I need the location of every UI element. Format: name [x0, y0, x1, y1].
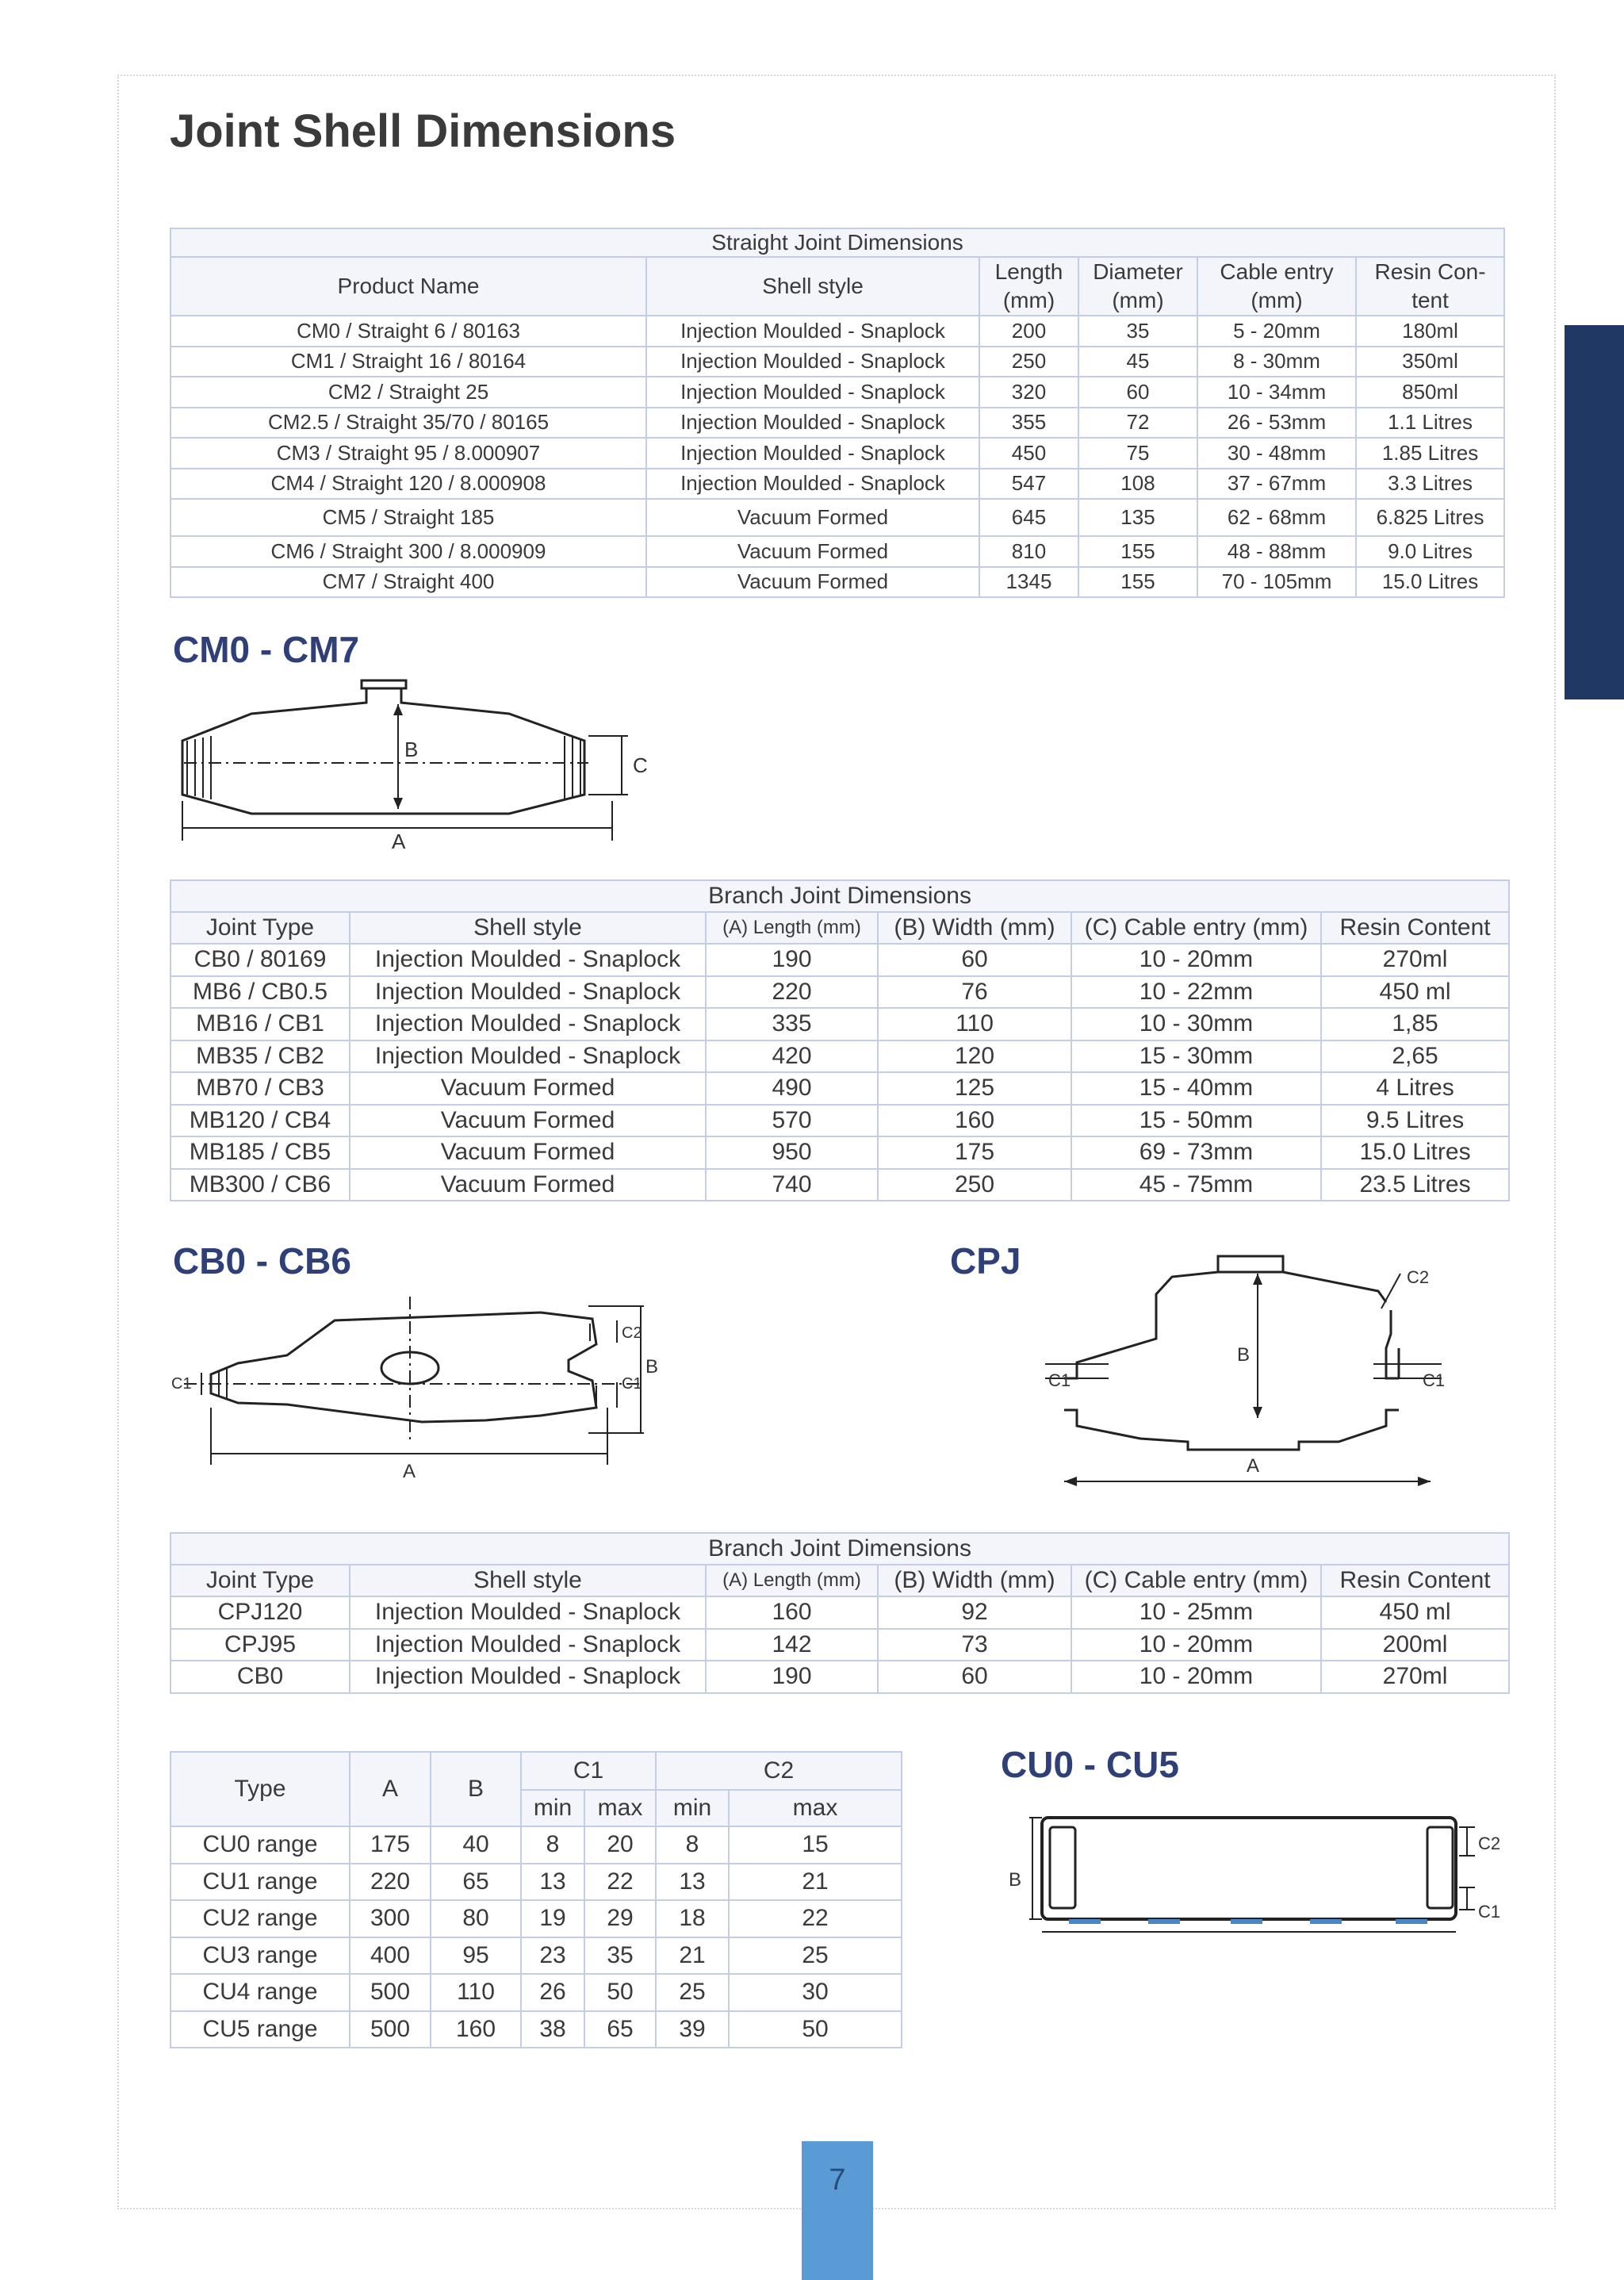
- table-cell: 23.5 Litres: [1321, 1169, 1509, 1201]
- table-cell: 120: [878, 1040, 1071, 1073]
- table-cell: CB0 / 80169: [170, 944, 350, 976]
- table-cell: 30 - 48mm: [1197, 438, 1356, 469]
- table-row: [170, 408, 1504, 439]
- table-cell: 8: [521, 1826, 584, 1864]
- table-cell: 95: [431, 1937, 521, 1975]
- label-a: A: [1247, 1455, 1260, 1477]
- table-cell: 200: [979, 316, 1078, 347]
- table-cell: 350ml: [1356, 347, 1504, 377]
- label-c2: C2: [1478, 1834, 1501, 1853]
- table-cell: 37 - 67mm: [1197, 469, 1356, 500]
- table-cell: MB185 / CB5: [170, 1136, 350, 1169]
- table-body: [170, 944, 1509, 1201]
- page-title: Joint Shell Dimensions: [170, 105, 676, 157]
- table-row: [170, 1974, 902, 2011]
- table-cell: 45: [1078, 347, 1197, 377]
- table-cell: 18: [656, 1900, 729, 1937]
- table-cell: MB300 / CB6: [170, 1169, 350, 1201]
- table-cell: Vacuum Formed: [646, 567, 979, 598]
- table-cell: CM7 / Straight 400: [170, 567, 646, 598]
- table-cell: 25: [729, 1937, 902, 1975]
- cu-joint-diagram: [1001, 1800, 1501, 1943]
- label-a: A: [403, 1461, 416, 1482]
- table-cell: 110: [431, 1974, 521, 2011]
- table-cell: CM4 / Straight 120 / 8.000908: [170, 469, 646, 500]
- table-cell: Injection Moulded - Snaplock: [350, 1596, 706, 1629]
- table-cell: Injection Moulded - Snaplock: [350, 944, 706, 976]
- cpj-heading: CPJ: [950, 1240, 1021, 1282]
- column-header: Length (mm): [979, 257, 1078, 316]
- table-cell: 270ml: [1321, 944, 1509, 976]
- table-cell: 10 - 22mm: [1071, 976, 1321, 1009]
- column-header: (B) Width (mm): [878, 912, 1071, 944]
- table-cell: Vacuum Formed: [646, 536, 979, 567]
- table-cell: Injection Moulded - Snaplock: [350, 976, 706, 1009]
- table-row: [170, 944, 1509, 976]
- table-cell: 190: [706, 944, 878, 976]
- table-cell: 30: [729, 1974, 902, 2011]
- table-cell: 142: [706, 1629, 878, 1661]
- table-row: [170, 499, 1504, 536]
- cm-shell-outline: [182, 688, 584, 814]
- table-body: [170, 316, 1504, 597]
- table-row: [170, 1105, 1509, 1137]
- table-cell: 15.0 Litres: [1321, 1136, 1509, 1169]
- table-cell: 160: [706, 1596, 878, 1629]
- column-header: Joint Type: [170, 912, 350, 944]
- table-cell: 250: [878, 1169, 1071, 1201]
- label-c1-right: C1: [622, 1375, 642, 1393]
- table-cell: CU3 range: [170, 1937, 350, 1975]
- cpj-shell-outline: [1064, 1272, 1399, 1450]
- label-b: B: [404, 738, 419, 761]
- table-row: [170, 1937, 902, 1975]
- table-row: [170, 377, 1504, 408]
- straight-joint-table: [170, 228, 1505, 598]
- table-cell: 73: [878, 1629, 1071, 1661]
- table-cell: 135: [1078, 499, 1197, 536]
- label-c2: C2: [1407, 1267, 1430, 1287]
- table-cell: 22: [584, 1864, 656, 1901]
- column-header: min: [656, 1790, 729, 1826]
- table-cell: 26: [521, 1974, 584, 2011]
- table-cell: Injection Moulded - Snaplock: [646, 469, 979, 500]
- column-header: (A) Length (mm): [706, 912, 878, 944]
- column-header: Cable entry (mm): [1197, 257, 1356, 316]
- table-cell: 45 - 75mm: [1071, 1169, 1321, 1201]
- table-cell: 5 - 20mm: [1197, 316, 1356, 347]
- table-cell: 850ml: [1356, 377, 1504, 408]
- column-header: max: [584, 1790, 656, 1826]
- table-cell: 92: [878, 1596, 1071, 1629]
- column-header: B: [431, 1752, 521, 1826]
- cpj-joint-table: [170, 1532, 1510, 1694]
- cu-heading: CU0 - CU5: [1001, 1744, 1179, 1785]
- label-c1-left: C1: [1048, 1370, 1071, 1390]
- table-cell: 220: [350, 1864, 431, 1901]
- label-c1-left: C1: [171, 1375, 192, 1393]
- table-row: [170, 1900, 902, 1937]
- table-cell: CPJ120: [170, 1596, 350, 1629]
- column-header: Resin Content: [1321, 912, 1509, 944]
- table-row: [170, 316, 1504, 347]
- label-c2: C2: [622, 1324, 642, 1342]
- column-header: C2: [656, 1752, 902, 1790]
- table-cell: 15 - 40mm: [1071, 1072, 1321, 1105]
- page-number: 7: [802, 2141, 873, 2280]
- table-cell: CB0: [170, 1661, 350, 1693]
- table-cell: 39: [656, 2011, 729, 2048]
- column-header: (A) Length (mm): [706, 1565, 878, 1596]
- table-cell: Injection Moulded - Snaplock: [350, 1629, 706, 1661]
- table-cell: 180ml: [1356, 316, 1504, 347]
- table-cell: 70 - 105mm: [1197, 567, 1356, 598]
- table-row: [170, 1629, 1509, 1661]
- table-cell: 320: [979, 377, 1078, 408]
- table-cell: Injection Moulded - Snaplock: [646, 408, 979, 439]
- table-cell: 50: [584, 1974, 656, 2011]
- table-row: [170, 567, 1504, 598]
- table-cell: CU5 range: [170, 2011, 350, 2048]
- table-cell: 645: [979, 499, 1078, 536]
- cm-joint-diagram: [168, 674, 660, 856]
- table-cell: 570: [706, 1105, 878, 1137]
- column-header: Shell style: [350, 912, 706, 944]
- column-header: Product Name: [170, 257, 646, 316]
- table-cell: 23: [521, 1937, 584, 1975]
- table-cell: 10 - 34mm: [1197, 377, 1356, 408]
- table-row: [170, 1661, 1509, 1693]
- table-row: [170, 1008, 1509, 1040]
- table-cell: Injection Moulded - Snaplock: [646, 377, 979, 408]
- column-header: Shell style: [350, 1565, 706, 1596]
- column-header: (B) Width (mm): [878, 1565, 1071, 1596]
- table-cell: 355: [979, 408, 1078, 439]
- column-header: min: [521, 1790, 584, 1826]
- table-cell: MB120 / CB4: [170, 1105, 350, 1137]
- column-header: Shell style: [646, 257, 979, 316]
- branch-joint-table: [170, 879, 1510, 1201]
- table-cell: CPJ95: [170, 1629, 350, 1661]
- table-cell: 25: [656, 1974, 729, 2011]
- cu-range-table: [170, 1751, 902, 2048]
- table-cell: 1.85 Litres: [1356, 438, 1504, 469]
- cu-left-insert: [1050, 1827, 1075, 1908]
- table-cell: 76: [878, 976, 1071, 1009]
- label-c1-right: C1: [1423, 1370, 1446, 1390]
- table-cell: 125: [878, 1072, 1071, 1105]
- table-cell: 1345: [979, 567, 1078, 598]
- table-cell: 810: [979, 536, 1078, 567]
- table-row: [170, 536, 1504, 567]
- table-cell: 2,65: [1321, 1040, 1509, 1073]
- column-header: Type: [170, 1752, 350, 1826]
- side-tab: [1565, 325, 1624, 699]
- table-cell: 10 - 20mm: [1071, 1661, 1321, 1693]
- table-row: [170, 438, 1504, 469]
- table-cell: 155: [1078, 567, 1197, 598]
- table-cell: 10 - 20mm: [1071, 1629, 1321, 1661]
- table-cell: 4 Litres: [1321, 1072, 1509, 1105]
- table-cell: 15.0 Litres: [1356, 567, 1504, 598]
- table-cell: 335: [706, 1008, 878, 1040]
- column-header: (C) Cable entry (mm): [1071, 912, 1321, 944]
- table-cell: 110: [878, 1008, 1071, 1040]
- table-cell: Injection Moulded - Snaplock: [350, 1040, 706, 1073]
- table-cell: 155: [1078, 536, 1197, 567]
- table-cell: 75: [1078, 438, 1197, 469]
- table-caption: Branch Joint Dimensions: [170, 1533, 1509, 1565]
- table-row: [170, 1136, 1509, 1169]
- cu-shell-outline: [1042, 1818, 1456, 1919]
- table-cell: 8: [656, 1826, 729, 1864]
- table-cell: 450 ml: [1321, 976, 1509, 1009]
- table-cell: 20: [584, 1826, 656, 1864]
- table-cell: 19: [521, 1900, 584, 1937]
- table-cell: CM0 / Straight 6 / 80163: [170, 316, 646, 347]
- table-cell: 21: [729, 1864, 902, 1901]
- table-cell: CM1 / Straight 16 / 80164: [170, 347, 646, 377]
- table-cell: 160: [878, 1105, 1071, 1137]
- label-b: B: [1237, 1344, 1251, 1366]
- table-cell: 29: [584, 1900, 656, 1937]
- label-a: A: [392, 830, 406, 853]
- table-cell: 10 - 30mm: [1071, 1008, 1321, 1040]
- table-cell: 300: [350, 1900, 431, 1937]
- table-cell: 15 - 30mm: [1071, 1040, 1321, 1073]
- column-header: max: [729, 1790, 902, 1826]
- table-cell: 420: [706, 1040, 878, 1073]
- table-row: [170, 1864, 902, 1901]
- table-cell: 35: [584, 1937, 656, 1975]
- table-cell: CU1 range: [170, 1864, 350, 1901]
- table-row: [170, 1072, 1509, 1105]
- cpj-fill-cap: [1218, 1256, 1283, 1272]
- table-cell: 500: [350, 1974, 431, 2011]
- table-cell: CM6 / Straight 300 / 8.000909: [170, 536, 646, 567]
- table-row: [170, 1826, 902, 1864]
- column-header: Diameter (mm): [1078, 257, 1197, 316]
- table-cell: 9.0 Litres: [1356, 536, 1504, 567]
- table-cell: 10 - 25mm: [1071, 1596, 1321, 1629]
- table-cell: 60: [1078, 377, 1197, 408]
- table-cell: Injection Moulded - Snaplock: [350, 1661, 706, 1693]
- table-cell: 450: [979, 438, 1078, 469]
- table-cell: 15: [729, 1826, 902, 1864]
- table-cell: 490: [706, 1072, 878, 1105]
- table-cell: 220: [706, 976, 878, 1009]
- label-b: B: [1009, 1869, 1022, 1891]
- table-cell: 6.825 Litres: [1356, 499, 1504, 536]
- table-row: [170, 2011, 902, 2048]
- table-cell: 26 - 53mm: [1197, 408, 1356, 439]
- table-cell: Vacuum Formed: [646, 499, 979, 536]
- table-cell: 38: [521, 2011, 584, 2048]
- table-cell: CU2 range: [170, 1900, 350, 1937]
- table-cell: 500: [350, 2011, 431, 2048]
- table-row: [170, 1040, 1509, 1073]
- table-cell: 740: [706, 1169, 878, 1201]
- table-cell: Vacuum Formed: [350, 1105, 706, 1137]
- table-cell: CM2 / Straight 25: [170, 377, 646, 408]
- table-row: [170, 1169, 1509, 1201]
- column-header: Resin Con-tent: [1356, 257, 1504, 316]
- table-cell: 65: [584, 2011, 656, 2048]
- table-row: [170, 347, 1504, 377]
- table-row: [170, 469, 1504, 500]
- table-cell: 190: [706, 1661, 878, 1693]
- table-cell: 250: [979, 347, 1078, 377]
- table-cell: CM5 / Straight 185: [170, 499, 646, 536]
- cb-joint-diagram: [168, 1289, 684, 1487]
- table-body: [170, 1596, 1509, 1693]
- table-cell: 50: [729, 2011, 902, 2048]
- table-cell: Injection Moulded - Snaplock: [350, 1008, 706, 1040]
- table-cell: 547: [979, 469, 1078, 500]
- table-cell: MB6 / CB0.5: [170, 976, 350, 1009]
- table-cell: 65: [431, 1864, 521, 1901]
- cpj-joint-diagram: [1045, 1245, 1457, 1499]
- table-cell: 80: [431, 1900, 521, 1937]
- table-cell: 62 - 68mm: [1197, 499, 1356, 536]
- table-row: [170, 1596, 1509, 1629]
- table-cell: 22: [729, 1900, 902, 1937]
- table-cell: Injection Moulded - Snaplock: [646, 438, 979, 469]
- table-cell: Vacuum Formed: [350, 1136, 706, 1169]
- table-cell: 13: [521, 1864, 584, 1901]
- table-cell: CM2.5 / Straight 35/70 / 80165: [170, 408, 646, 439]
- table-cell: 9.5 Litres: [1321, 1105, 1509, 1137]
- table-cell: 69 - 73mm: [1071, 1136, 1321, 1169]
- column-header: C1: [521, 1752, 656, 1790]
- table-cell: 60: [878, 1661, 1071, 1693]
- table-caption: Branch Joint Dimensions: [170, 880, 1509, 912]
- table-cell: 450 ml: [1321, 1596, 1509, 1629]
- table-cell: 400: [350, 1937, 431, 1975]
- table-cell: 48 - 88mm: [1197, 536, 1356, 567]
- column-header: Joint Type: [170, 1565, 350, 1596]
- label-c: C: [633, 753, 648, 777]
- table-cell: 175: [350, 1826, 431, 1864]
- table-cell: CU0 range: [170, 1826, 350, 1864]
- table-caption: Straight Joint Dimensions: [170, 228, 1504, 257]
- table-cell: 200ml: [1321, 1629, 1509, 1661]
- label-c1: C1: [1478, 1902, 1501, 1922]
- table-cell: 108: [1078, 469, 1197, 500]
- table-cell: CU4 range: [170, 1974, 350, 2011]
- table-body: [170, 1826, 902, 2048]
- label-b: B: [645, 1356, 659, 1378]
- cm-fill-cap: [362, 680, 406, 688]
- column-header: Resin Content: [1321, 1565, 1509, 1596]
- table-cell: 950: [706, 1136, 878, 1169]
- table-cell: MB70 / CB3: [170, 1072, 350, 1105]
- table-cell: 1.1 Litres: [1356, 408, 1504, 439]
- table-cell: Vacuum Formed: [350, 1169, 706, 1201]
- table-cell: 160: [431, 2011, 521, 2048]
- table-cell: 1,85: [1321, 1008, 1509, 1040]
- table-cell: 21: [656, 1937, 729, 1975]
- table-cell: 175: [878, 1136, 1071, 1169]
- cm-heading: CM0 - CM7: [173, 629, 360, 670]
- table-cell: CM3 / Straight 95 / 8.000907: [170, 438, 646, 469]
- table-row: [170, 976, 1509, 1009]
- table-cell: 15 - 50mm: [1071, 1105, 1321, 1137]
- table-cell: 10 - 20mm: [1071, 944, 1321, 976]
- table-cell: MB35 / CB2: [170, 1040, 350, 1073]
- cb-shell-outline: [211, 1312, 596, 1422]
- column-header: A: [350, 1752, 431, 1826]
- table-cell: 35: [1078, 316, 1197, 347]
- table-cell: Vacuum Formed: [350, 1072, 706, 1105]
- table-cell: 13: [656, 1864, 729, 1901]
- column-header: (C) Cable entry (mm): [1071, 1565, 1321, 1596]
- cu-right-insert: [1427, 1827, 1453, 1908]
- table-cell: 72: [1078, 408, 1197, 439]
- table-cell: 270ml: [1321, 1661, 1509, 1693]
- table-cell: MB16 / CB1: [170, 1008, 350, 1040]
- cb-heading: CB0 - CB6: [173, 1240, 351, 1282]
- table-cell: 60: [878, 944, 1071, 976]
- table-cell: 40: [431, 1826, 521, 1864]
- table-cell: 8 - 30mm: [1197, 347, 1356, 377]
- table-cell: 3.3 Litres: [1356, 469, 1504, 500]
- table-cell: Injection Moulded - Snaplock: [646, 316, 979, 347]
- table-cell: Injection Moulded - Snaplock: [646, 347, 979, 377]
